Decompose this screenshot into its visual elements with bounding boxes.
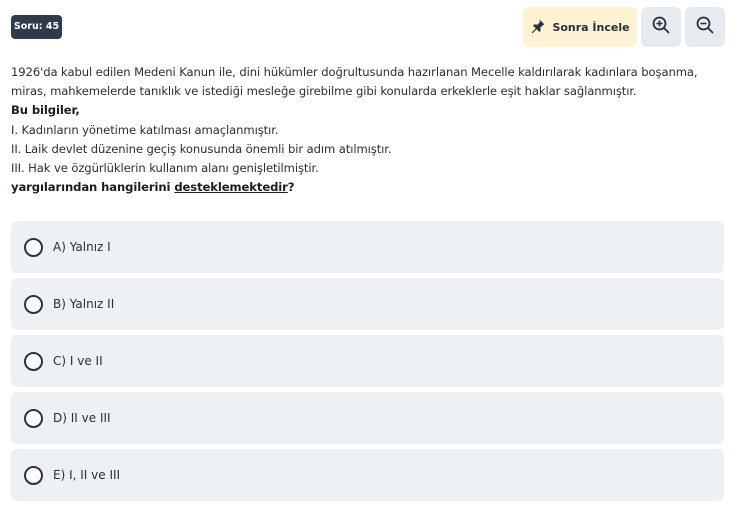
option-b[interactable] bbox=[11, 278, 724, 330]
zoom-in-button[interactable] bbox=[641, 7, 681, 47]
review-later-label: Sonra İncele bbox=[552, 20, 630, 34]
radio-button[interactable] bbox=[24, 295, 43, 314]
question-prompt bbox=[11, 178, 726, 197]
question-text bbox=[11, 63, 726, 197]
option-label: E) I, II ve III bbox=[53, 468, 121, 482]
statement-1: I. Kadınların yönetime katılması amaçlanmıştır. bbox=[11, 122, 279, 137]
answer-options bbox=[11, 221, 724, 506]
option-d[interactable] bbox=[11, 392, 724, 444]
zoom-out-icon bbox=[695, 15, 715, 39]
option-label: C) I ve II bbox=[53, 354, 103, 368]
radio-button[interactable] bbox=[24, 238, 43, 257]
question-intro: Bu bilgiler, bbox=[11, 103, 80, 118]
statement-3: III. Hak ve özgürlüklerin kullanım alanı genişletilmiştir. bbox=[11, 161, 319, 176]
review-later-button[interactable] bbox=[523, 7, 637, 47]
question-line-1: 1926'da kabul edilen Medeni Kanun ile, dini hükümler doğrultusunda hazırlanan Mecelle kaldırılarak kadınlara boşanma, bbox=[11, 65, 698, 79]
option-c[interactable] bbox=[11, 335, 724, 387]
question-line-2: miras, mahkemelerde tanıklık ve istediği mesleğe girebilme gibi konularda erkeklerle eşit haklar sağlanmıştır. bbox=[11, 84, 637, 99]
statement-2: II. Laik devlet düzenine geçiş konusunda önemli bir adım atılmıştır. bbox=[11, 141, 392, 156]
prompt-suffix: ? bbox=[287, 180, 295, 195]
option-a[interactable] bbox=[11, 221, 724, 273]
radio-button[interactable] bbox=[24, 409, 43, 428]
prompt-underlined: desteklemektedir bbox=[174, 180, 288, 195]
option-e[interactable] bbox=[11, 449, 724, 501]
zoom-out-button[interactable] bbox=[685, 7, 725, 47]
option-label: B) Yalnız II bbox=[53, 297, 115, 311]
toolbar bbox=[523, 7, 725, 47]
zoom-in-icon bbox=[651, 15, 671, 39]
question-number-badge: Soru: 45 bbox=[11, 15, 62, 39]
radio-button[interactable] bbox=[24, 466, 43, 485]
radio-button[interactable] bbox=[24, 352, 43, 371]
option-label: A) Yalnız I bbox=[53, 240, 111, 254]
option-label: D) II ve III bbox=[53, 411, 111, 425]
prompt-prefix: yargılarından hangilerini bbox=[11, 180, 175, 195]
pin-icon bbox=[530, 18, 546, 37]
